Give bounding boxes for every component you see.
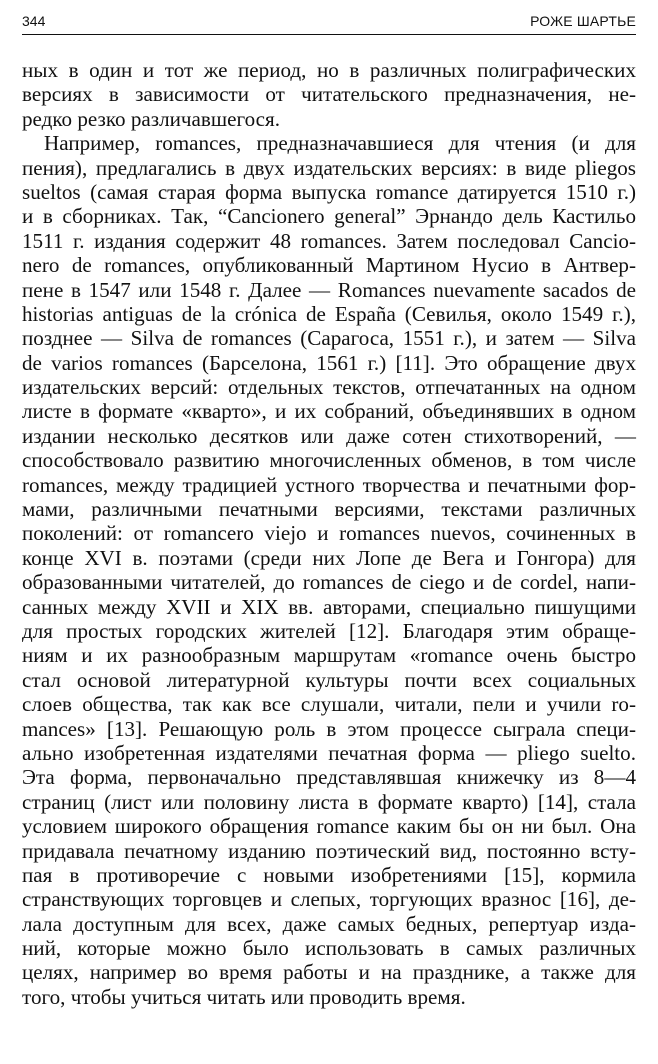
text-line: и в сборниках. Так, “Cancionero general” Эрнандо дель Кастильо	[22, 204, 636, 229]
text-line: образованными читателей, до romances de ciego и de cordel, напи-	[22, 570, 636, 595]
text-line: санных между XVII и XIX вв. авторами, специально пишущими	[22, 594, 636, 619]
text-line: ниям и их разнообразным маршрутам «romance очень быстро	[22, 643, 636, 668]
text-line: ных в один и тот же период, но в различных полиграфических	[22, 58, 636, 82]
text-line: издательских версий: отдельных текстов, отпечатанных на одном	[22, 375, 636, 400]
text-line: мами, различными печатными версиями, текстами различных	[22, 497, 636, 522]
text-line: поколений: от romancero viejo и romances nuevos, сочиненных в	[22, 521, 636, 546]
text-line: позднее — Silva de romances (Сарагоса, 1551 г.), и затем — Silva	[22, 326, 636, 351]
text-line: лала доступным для всех, даже самых бедных, репертуар изда-	[22, 911, 636, 936]
text-line: пене в 1547 или 1548 г. Далее — Romances nuevamente sacados de	[22, 277, 636, 302]
text-line: версиях в зависимости от читательского предназначения, не-	[22, 82, 636, 107]
text-line: для простых городских жителей [12]. Благодаря этим обраще-	[22, 618, 636, 643]
text-line: пая в противоречие с новыми изобретениями [15], кормила	[22, 862, 636, 887]
text-line: стал основой литературной культуры почти всех социальных	[22, 667, 636, 692]
text-line: способствовало развитию многочисленных обменов, в том числе	[22, 448, 636, 473]
text-line: пения), предлагались в двух издательских версиях: в виде pliegos	[22, 155, 636, 180]
text-line: издании несколько десятков или даже сотен стихотворений, —	[22, 423, 636, 448]
text-line: 1511 г. издания содержит 48 romances. Затем последовал Cancio-	[22, 228, 636, 253]
text-line: ний, которые можно было использовать в самых различных	[22, 936, 636, 961]
text-line: mances» [13]. Решающую роль в этом процессе сыграла специ-	[22, 716, 636, 741]
text-line: условием широкого обращения romance каким бы он ни был. Она	[22, 814, 636, 839]
text-line: historias antiguas de la crónica de España (Севилья, около 1549 г.),	[22, 301, 636, 326]
running-head-author: РОЖЕ ШАРТЬЕ	[530, 13, 636, 29]
page-number: 344	[22, 13, 46, 29]
text-line: romances, между традицией устного творчества и печатными фор-	[22, 472, 636, 497]
text-line: ально изобретенная издателями печатная форма — pliego suelto.	[22, 740, 636, 765]
text-line: придавала печатному изданию поэтический вид, постоянно всту-	[22, 838, 636, 863]
text-line: de varios romances (Барселона, 1561 г.) [11]. Это обращение двух	[22, 350, 636, 375]
text-line: Эта форма, первоначально представлявшая книжечку из 8—4	[22, 765, 636, 790]
text-line: целях, например во время работы и на празднике, а также для	[22, 960, 636, 985]
page-header	[22, 8, 636, 35]
text-line: редко резко различавшегося.	[22, 106, 280, 131]
text-line: того, чтобы учиться читать или проводить время.	[22, 984, 466, 1009]
text-line: sueltos (самая старая форма выпуска romance датируется 1510 г.)	[22, 179, 636, 204]
body-text	[22, 58, 636, 1009]
text-line: страниц (лист или половину листа в формате кварто) [14], стала	[22, 789, 636, 814]
text-line: листе в формате «кварто», и их собраний, объединявших в одном	[22, 399, 636, 424]
text-line: слоев общества, так как все слушали, читали, пели и учили ro-	[22, 692, 636, 717]
text-line: nero de romances, опубликованный Мартином Нусио в Антвер-	[22, 253, 636, 278]
text-line: конце XVI в. поэтами (среди них Лопе де Вега и Гонгора) для	[22, 545, 636, 570]
text-line: Например, romances, предназначавшиеся для чтения (и для	[44, 131, 636, 156]
text-line: странствующих торговцев и слепых, торгующих вразнос [16], де-	[22, 887, 636, 912]
